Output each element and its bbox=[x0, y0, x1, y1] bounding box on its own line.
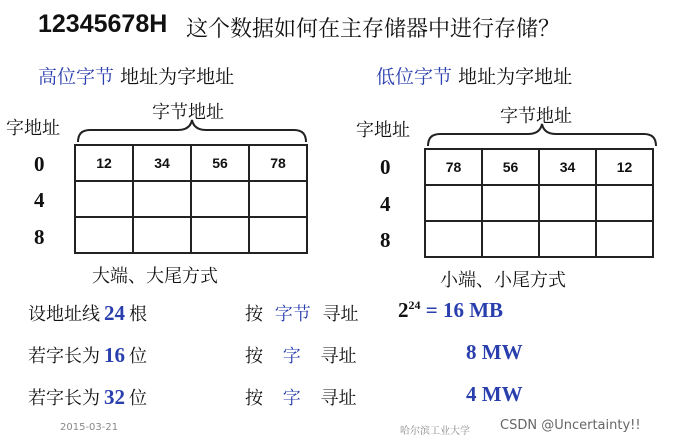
left-row-label-0: 0 bbox=[34, 152, 45, 176]
left-caption: 大端、大尾方式 bbox=[92, 266, 218, 287]
table-row bbox=[75, 181, 307, 217]
result-value: 4 MW bbox=[466, 382, 523, 406]
line-prefix: 若字长为 bbox=[28, 346, 100, 367]
line-suffix: 根 bbox=[129, 304, 147, 325]
line-number: 16 bbox=[104, 343, 125, 367]
right-memory-table bbox=[424, 148, 654, 258]
unit-text: 字 bbox=[282, 388, 301, 409]
right-row-label-4: 4 bbox=[380, 192, 391, 216]
right-cell-1: 56 bbox=[482, 149, 539, 185]
right-row-label-8: 8 bbox=[380, 228, 391, 252]
line-number: 32 bbox=[104, 385, 125, 409]
word-length-row-32 bbox=[28, 384, 147, 410]
unit-text: 字节 bbox=[274, 304, 311, 325]
left-heading-highlight: 高位字节 bbox=[38, 66, 115, 88]
an-text: 按 bbox=[245, 346, 263, 367]
right-row-label-0: 0 bbox=[380, 155, 391, 179]
left-brace bbox=[74, 118, 310, 144]
result-formula bbox=[398, 298, 503, 323]
question-text: 这个数据如何在主存储器中进行存储？ bbox=[186, 17, 561, 42]
xun-text: 寻址 bbox=[320, 346, 357, 367]
exponent: 24 bbox=[408, 298, 421, 312]
line-number: 24 bbox=[104, 301, 125, 325]
table-row bbox=[425, 185, 653, 221]
an-text: 按 bbox=[245, 304, 263, 325]
right-heading bbox=[376, 62, 572, 89]
address-line-row bbox=[28, 300, 147, 326]
address-mode-row-2 bbox=[245, 384, 356, 410]
right-cell-3: 12 bbox=[596, 149, 653, 185]
right-heading-highlight: 低位字节 bbox=[376, 66, 453, 88]
right-word-address-label: 字地址 bbox=[356, 120, 410, 141]
footer-school: 哈尔滨工业大学 bbox=[400, 426, 470, 437]
address-mode-row-0 bbox=[245, 300, 358, 326]
left-heading-rest: 地址为字地址 bbox=[120, 66, 235, 88]
line-prefix: 若字长为 bbox=[28, 388, 100, 409]
result-value: 8 MW bbox=[466, 340, 523, 364]
left-cell-3: 78 bbox=[249, 145, 307, 181]
line-suffix: 位 bbox=[129, 388, 147, 409]
table-row bbox=[75, 145, 307, 181]
table-row bbox=[425, 149, 653, 185]
base-number: 2 bbox=[398, 298, 409, 322]
left-memory-table bbox=[74, 144, 308, 254]
right-caption: 小端、小尾方式 bbox=[440, 270, 566, 291]
right-byte-address-label: 字节地址 bbox=[500, 106, 572, 127]
table-row bbox=[425, 221, 653, 257]
left-word-address-label: 字地址 bbox=[6, 118, 60, 139]
footer-date: 2015-03-21 bbox=[60, 422, 119, 433]
unit-text: 字 bbox=[282, 346, 301, 367]
left-row-label-4: 4 bbox=[34, 188, 45, 212]
an-text: 按 bbox=[245, 388, 263, 409]
line-suffix: 位 bbox=[129, 346, 147, 367]
word-length-row-16 bbox=[28, 342, 147, 368]
address-mode-row-1 bbox=[245, 342, 356, 368]
data-value-title: 12345678H bbox=[38, 10, 168, 38]
left-byte-address-label: 字节地址 bbox=[152, 102, 224, 123]
line-prefix: 设地址线 bbox=[28, 304, 100, 325]
xun-text: 寻址 bbox=[320, 388, 357, 409]
left-heading bbox=[38, 62, 234, 89]
result-value: = 16 MB bbox=[425, 298, 504, 322]
table-row bbox=[75, 217, 307, 253]
right-heading-rest: 地址为字地址 bbox=[458, 66, 573, 88]
left-row-label-8: 8 bbox=[34, 225, 45, 249]
left-cell-1: 34 bbox=[133, 145, 191, 181]
right-brace bbox=[424, 122, 660, 148]
csdn-watermark: CSDN @Uncertainty!! bbox=[500, 418, 641, 433]
left-cell-2: 56 bbox=[191, 145, 249, 181]
right-cell-0: 78 bbox=[425, 149, 482, 185]
left-cell-0: 12 bbox=[75, 145, 133, 181]
xun-text: 寻址 bbox=[322, 304, 359, 325]
right-cell-2: 34 bbox=[539, 149, 596, 185]
